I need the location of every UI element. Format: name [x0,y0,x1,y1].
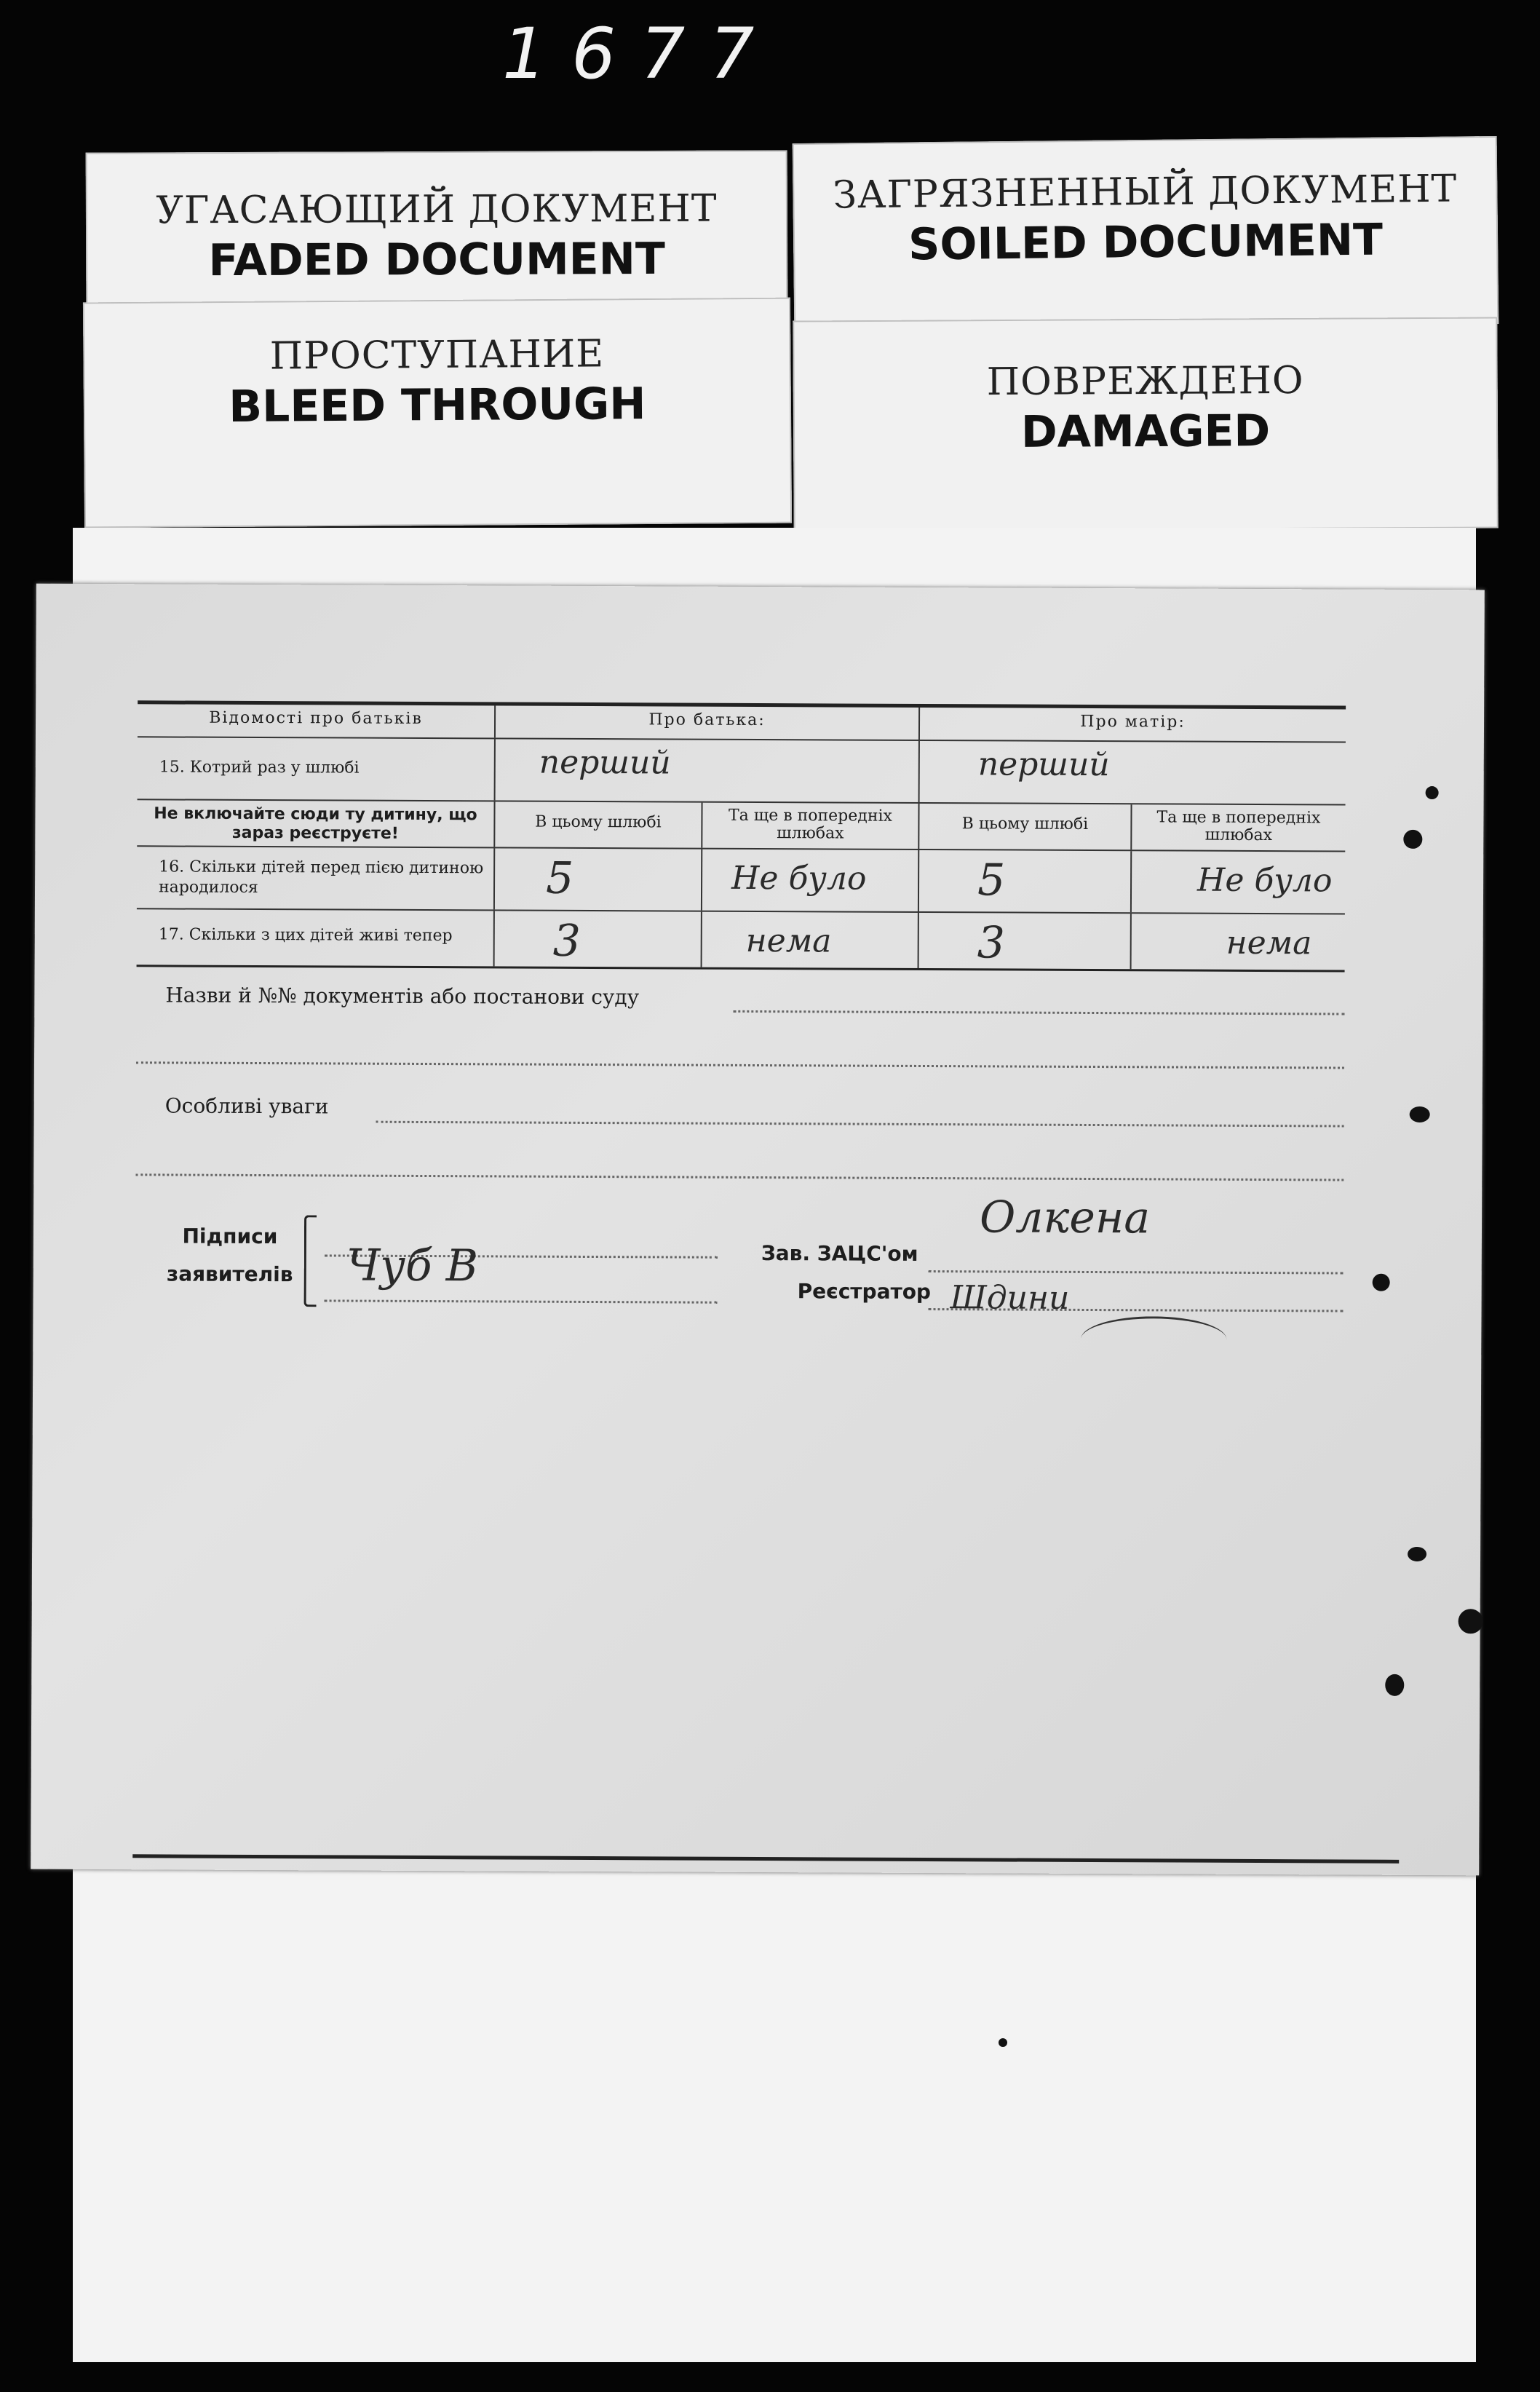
father-this-marriage-header: В цьому шлюбі [493,801,701,847]
handwritten-value: Не було [1196,861,1333,900]
mother-prev-marriage-header: Та ще в попередніх шлюбах [1130,804,1345,850]
father-prev-marriage-header: Та ще в попередніх шлюбах [701,803,918,849]
card-label-en: DAMAGED [1020,405,1271,458]
header-mother: Про матір: [918,708,1346,742]
damage-hole [1410,1106,1430,1122]
table-row [137,909,1345,970]
parents-table [137,700,1346,972]
row17-father-this [493,911,701,967]
handwritten-value: нема [1226,924,1312,962]
mother-this-marriage-header: В цьому шлюбі [918,804,1130,850]
table-row [137,847,1345,914]
row17-label: 17. Скільки з цих дітей живі тепер [158,925,453,946]
faded-document-card [86,150,788,304]
damage-hole [1403,830,1422,849]
table-row [138,737,1346,805]
signatures-label-line1: Підписи [182,1224,278,1249]
header-father: Про батька: [494,705,918,740]
handwritten-value: 3 [977,917,1006,969]
bleed-through-card [83,298,792,528]
damaged-card [793,317,1499,531]
applicant-signature: Чуб В [346,1240,478,1292]
row16-mother-this [918,850,1130,912]
birth-record-form [31,584,1485,1876]
damage-hole [1426,786,1439,799]
table-header-row [138,704,1346,742]
handwritten-value: нема [745,922,832,960]
handwritten-value: перший [539,743,671,782]
row15-label: 15. Котрий раз у шлюбі [159,758,360,777]
card-label-ru: УГАСАЮЩИЙ ДОКУМЕНТ [156,186,718,233]
remarks-label: Особливі уваги [164,1093,329,1119]
documents-line-2 [136,1061,1344,1069]
bottom-rule [132,1854,1399,1864]
table-subheader-row [137,800,1345,852]
handwritten-value: 5 [977,855,1006,906]
head-label: Зав. ЗАЦС'ом [761,1241,918,1266]
signatures-label [157,1217,303,1294]
speck [999,2038,1007,2047]
signatures-label-line2: заявителів [166,1262,293,1287]
damage-hole [1385,1674,1404,1696]
card-label-en: BLEED THROUGH [229,379,646,433]
note-exclude-child: Не включайте сюди ту дитину, що зараз реєструєте! [154,804,477,843]
handwritten-value: Не було [731,859,867,898]
damage-hole [1458,1609,1483,1633]
head-line [929,1270,1343,1274]
signature-flourish [1081,1316,1226,1363]
header-parents: Відомості про батьків [209,708,423,728]
head-signature: Олкена [979,1192,1151,1244]
handwritten-value: 3 [552,915,582,967]
frame-number: 1677 [502,13,779,95]
row17-mother-this [918,913,1130,969]
signature-bracket [304,1215,317,1307]
soiled-document-card [793,136,1499,331]
row15-father [494,739,918,802]
signature-line-2 [325,1299,718,1303]
card-label-ru: ПРОСТУПАНИЕ [269,332,605,379]
row16-label: 16. Скільки дітей перед пією дитиною народилося [158,858,484,898]
row16-mother-prev [1130,851,1345,913]
card-label-ru: ПОВРЕЖДЕНО [986,358,1304,405]
card-label-ru: ЗАГРЯЗНЕННЫЙ ДОКУМЕНТ [833,167,1458,218]
card-label-en: FADED DOCUMENT [208,233,665,287]
damage-hole [1408,1547,1426,1561]
documents-label: Назви й №№ документів або постанови суду [165,983,640,1010]
row17-father-prev [701,912,918,968]
row17-mother-prev [1130,914,1345,970]
row15-mother [918,741,1346,804]
handwritten-value: 5 [545,852,574,904]
card-label-en: SOILED DOCUMENT [908,214,1384,271]
row16-father-this [493,848,701,910]
remarks-line [376,1121,1344,1128]
registrar-label: Реєстратор [797,1279,932,1304]
registrar-signature: Шдини [950,1279,1070,1317]
handwritten-value: перший [977,745,1110,784]
remarks-line-2 [135,1173,1343,1181]
row16-father-prev [701,850,918,911]
documents-line [733,1010,1344,1015]
damage-hole [1373,1274,1390,1291]
